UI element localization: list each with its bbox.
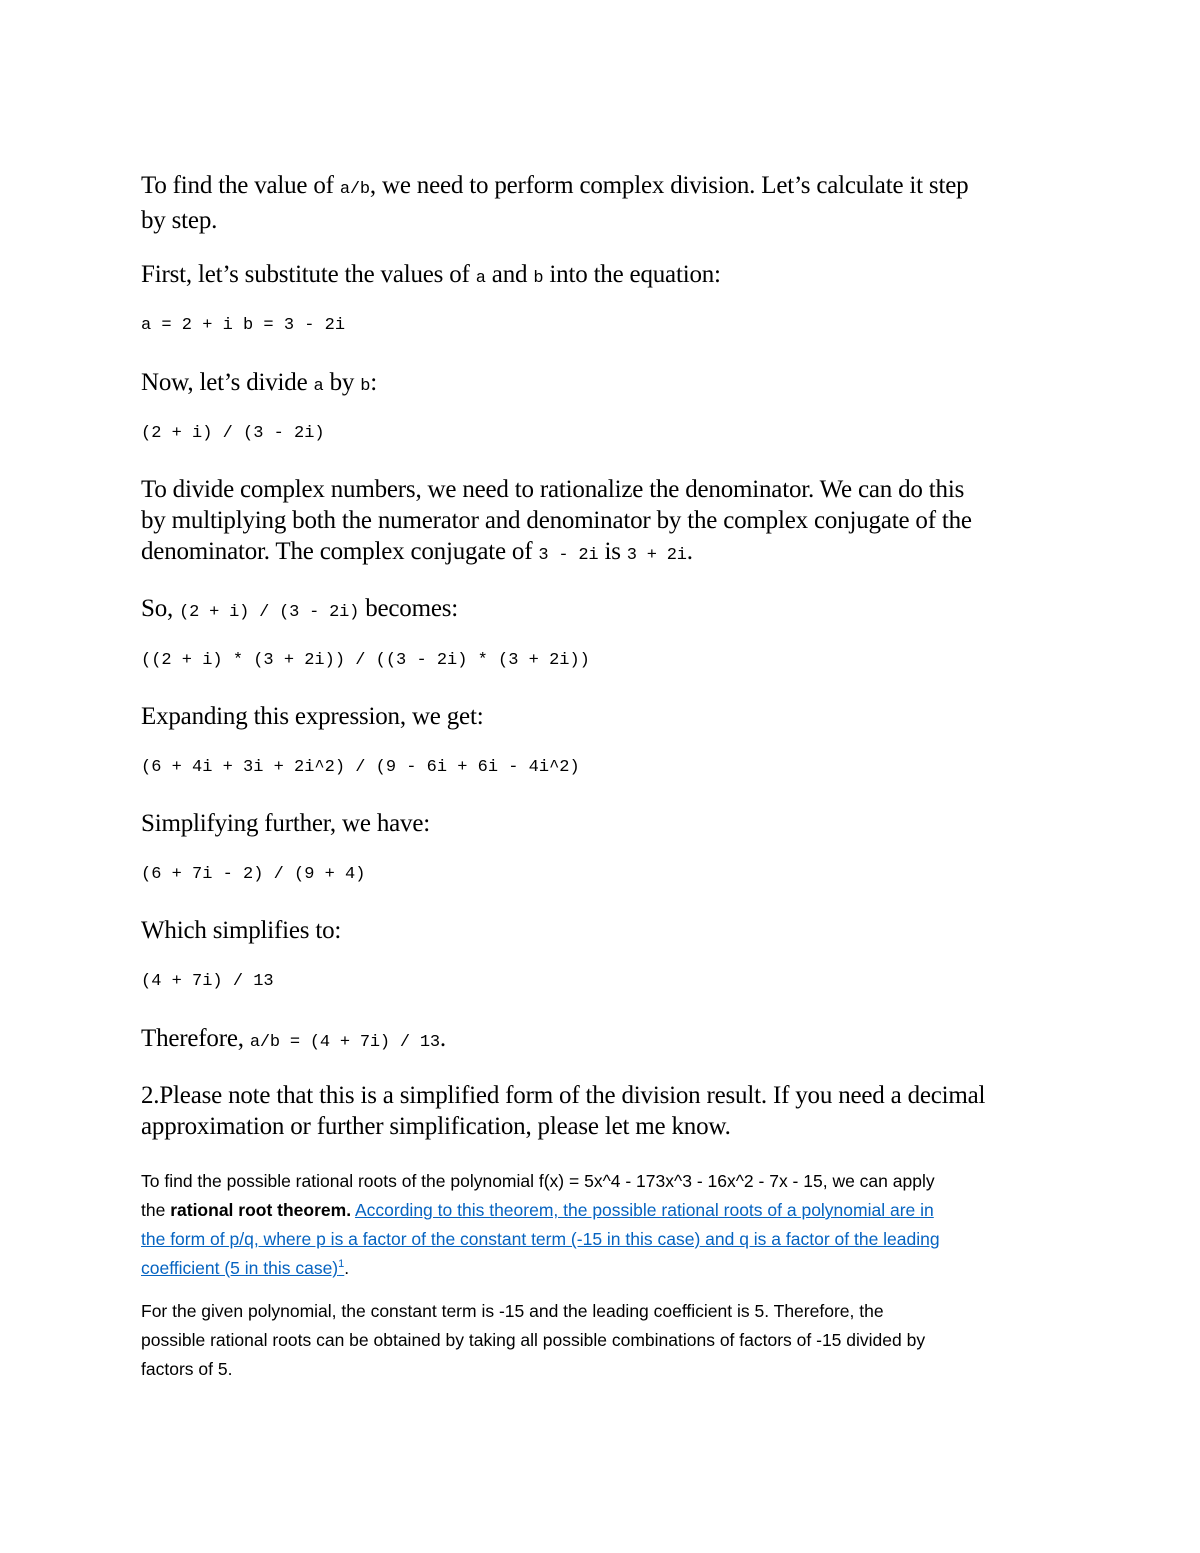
paragraph-substitute bbox=[141, 259, 1071, 294]
inline-code: 3 + 2i bbox=[626, 546, 687, 565]
text: To find the possible rational roots of the polynomial f(x) = 5x^4 - 173x^3 - 16x^2 - 7x - 15, we can apply bbox=[141, 1171, 935, 1191]
footnote-reference[interactable]: 1 bbox=[338, 1258, 345, 1271]
inline-code: a bbox=[475, 269, 486, 288]
inline-code: b bbox=[533, 269, 544, 288]
text: : bbox=[370, 369, 378, 396]
text: To find the value of bbox=[141, 172, 340, 199]
link-text[interactable]: the form of p/q, where p is a factor of the constant term (-15 in this case) and q is a factor of the leading bbox=[141, 1229, 940, 1249]
paragraph-becomes bbox=[141, 593, 1071, 628]
inline-code: a bbox=[313, 377, 324, 396]
text: . bbox=[686, 538, 693, 565]
text: becomes: bbox=[359, 595, 458, 622]
paragraph-divide bbox=[141, 367, 1071, 402]
text: . bbox=[344, 1258, 350, 1278]
code-line-conjugate: ((2 + i) * (3 + 2i)) / ((3 - 2i) * (3 + 2i)) bbox=[141, 651, 590, 670]
inline-code: a/b = (4 + 7i) / 13 bbox=[249, 1033, 440, 1052]
paragraph-simplifying: Simplifying further, we have: bbox=[141, 810, 430, 837]
paragraph-expanding: Expanding this expression, we get: bbox=[141, 703, 484, 730]
paragraph-given-polynomial bbox=[141, 1297, 1071, 1384]
text: by step. bbox=[141, 207, 218, 234]
text: by multiplying both the numerator and denominator by the complex conjugate of the bbox=[141, 507, 972, 534]
paragraph-intro bbox=[141, 170, 1071, 236]
paragraph-therefore bbox=[141, 1023, 1071, 1058]
text: 2.Please note that this is a simplified form of the division result. If you need a decimal bbox=[141, 1082, 986, 1109]
text: , we need to perform complex division. Let’s calculate it step bbox=[369, 172, 969, 199]
link-text[interactable]: According to this theorem, the possible rational roots of a polynomial are in bbox=[354, 1200, 934, 1220]
text: into the equation: bbox=[543, 261, 721, 288]
text: For the given polynomial, the constant term is -15 and the leading coefficient is 5. Therefore, the bbox=[141, 1301, 884, 1321]
paragraph-note bbox=[141, 1080, 1071, 1142]
text: factors of 5. bbox=[141, 1359, 233, 1379]
paragraph-rationalize bbox=[141, 474, 1071, 571]
code-line-values: a = 2 + i b = 3 - 2i bbox=[141, 316, 346, 335]
text: and bbox=[485, 261, 534, 288]
inline-code: b bbox=[360, 377, 371, 396]
text: First, let’s substitute the values of bbox=[141, 261, 476, 288]
bold-term: rational root theorem. bbox=[170, 1200, 352, 1220]
text: the bbox=[141, 1200, 171, 1220]
text: approximation or further simplification, please let me know. bbox=[141, 1113, 731, 1140]
text: Now, let’s divide bbox=[141, 369, 314, 396]
text: possible rational roots can be obtained by taking all possible combinations of factors of -15 divided by bbox=[141, 1330, 926, 1350]
inline-code: 3 - 2i bbox=[538, 546, 599, 565]
text: To divide complex numbers, we need to rationalize the denominator. We can do this bbox=[141, 476, 965, 503]
text: So, bbox=[141, 595, 180, 622]
text: is bbox=[598, 538, 627, 565]
inline-code: a/b bbox=[339, 180, 370, 199]
inline-code: (2 + i) / (3 - 2i) bbox=[179, 603, 360, 622]
code-line-expanded: (6 + 4i + 3i + 2i^2) / (9 - 6i + 6i - 4i^2) bbox=[141, 758, 580, 777]
paragraph-which-simplifies: Which simplifies to: bbox=[141, 917, 342, 944]
text: Therefore, bbox=[141, 1025, 250, 1052]
link-text[interactable]: coefficient (5 in this case) bbox=[141, 1258, 339, 1278]
paragraph-rational-roots bbox=[141, 1167, 1071, 1283]
text: denominator. The complex conjugate of bbox=[141, 538, 539, 565]
text: . bbox=[439, 1025, 446, 1052]
text: by bbox=[323, 369, 361, 396]
code-line-division: (2 + i) / (3 - 2i) bbox=[141, 424, 325, 443]
code-line-result: (4 + 7i) / 13 bbox=[141, 972, 274, 991]
code-line-simplified: (6 + 7i - 2) / (9 + 4) bbox=[141, 865, 366, 884]
